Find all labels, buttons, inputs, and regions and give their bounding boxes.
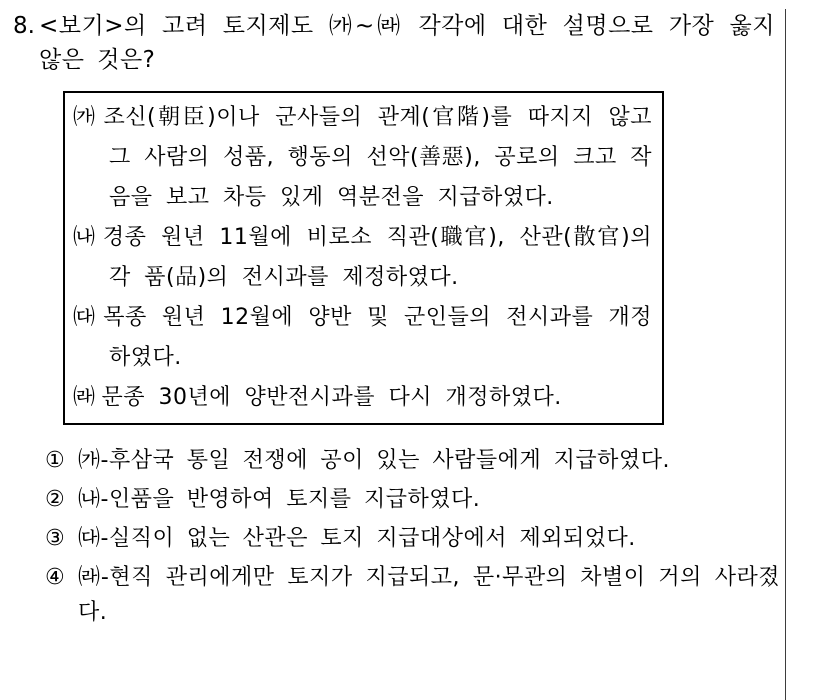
choice-2: [45, 482, 780, 517]
choice-3-marker: ③: [45, 526, 65, 551]
bogi-item-da: [73, 298, 652, 378]
choices-list: [45, 443, 780, 630]
bogi-box: [63, 91, 664, 425]
choice-2-marker: ②: [45, 487, 65, 512]
bogi-item-ra: [73, 378, 652, 418]
choice-4: [45, 560, 780, 630]
choice-4-text: ㈑-현직 관리에게만 토지가 지급되고, 문·무관의 차별이 거의 사라졌다.: [78, 565, 780, 625]
bogi-item-ra-marker: ㈑: [73, 385, 96, 410]
question-text: <보기>의 고려 토지제도 ㈎~㈑ 각각에 대한 설명으로 가장 옳지 않은 것은?: [39, 13, 775, 73]
choice-1: [45, 443, 780, 478]
choice-1-marker: ①: [45, 448, 65, 473]
choice-3: [45, 521, 780, 556]
bogi-item-na: [73, 218, 652, 298]
exam-page: [0, 9, 826, 700]
bogi-item-na-marker: ㈏: [73, 225, 97, 250]
question-number: 8.: [13, 13, 35, 39]
bogi-item-ga-text: 조신(朝臣)이나 군사들의 관계(官階)를 따지지 않고 그 사람의 성품, 행동의 선악(善惡), 공로의 크고 작음을 보고 차등 있게 역분전을 지급하였다.: [103, 105, 652, 210]
choice-2-text: ㈏-인품을 반영하여 토지를 지급하였다.: [78, 487, 481, 512]
bogi-item-na-text: 경종 원년 11월에 비로소 직관(職官), 산관(散官)의 각 품(品)의 전시과를 제정하였다.: [102, 225, 652, 290]
choice-3-text: ㈐-실직이 없는 산관은 토지 지급대상에서 제외되었다.: [78, 526, 636, 551]
bogi-item-da-text: 목종 원년 12월에 양반 및 군인들의 전시과를 개정하였다.: [103, 305, 652, 370]
bogi-item-ga-marker: ㈎: [73, 105, 98, 130]
bogi-item-da-marker: ㈐: [73, 305, 98, 330]
question-block: [13, 9, 775, 77]
bogi-item-ra-text: 문종 30년에 양반전시과를 다시 개정하였다.: [101, 385, 562, 410]
choice-1-text: ㈎-후삼국 통일 전쟁에 공이 있는 사람들에게 지급하였다.: [78, 448, 670, 473]
column-divider-rule: [785, 9, 786, 700]
bogi-item-ga: [73, 98, 652, 218]
choice-4-marker: ④: [45, 565, 65, 590]
